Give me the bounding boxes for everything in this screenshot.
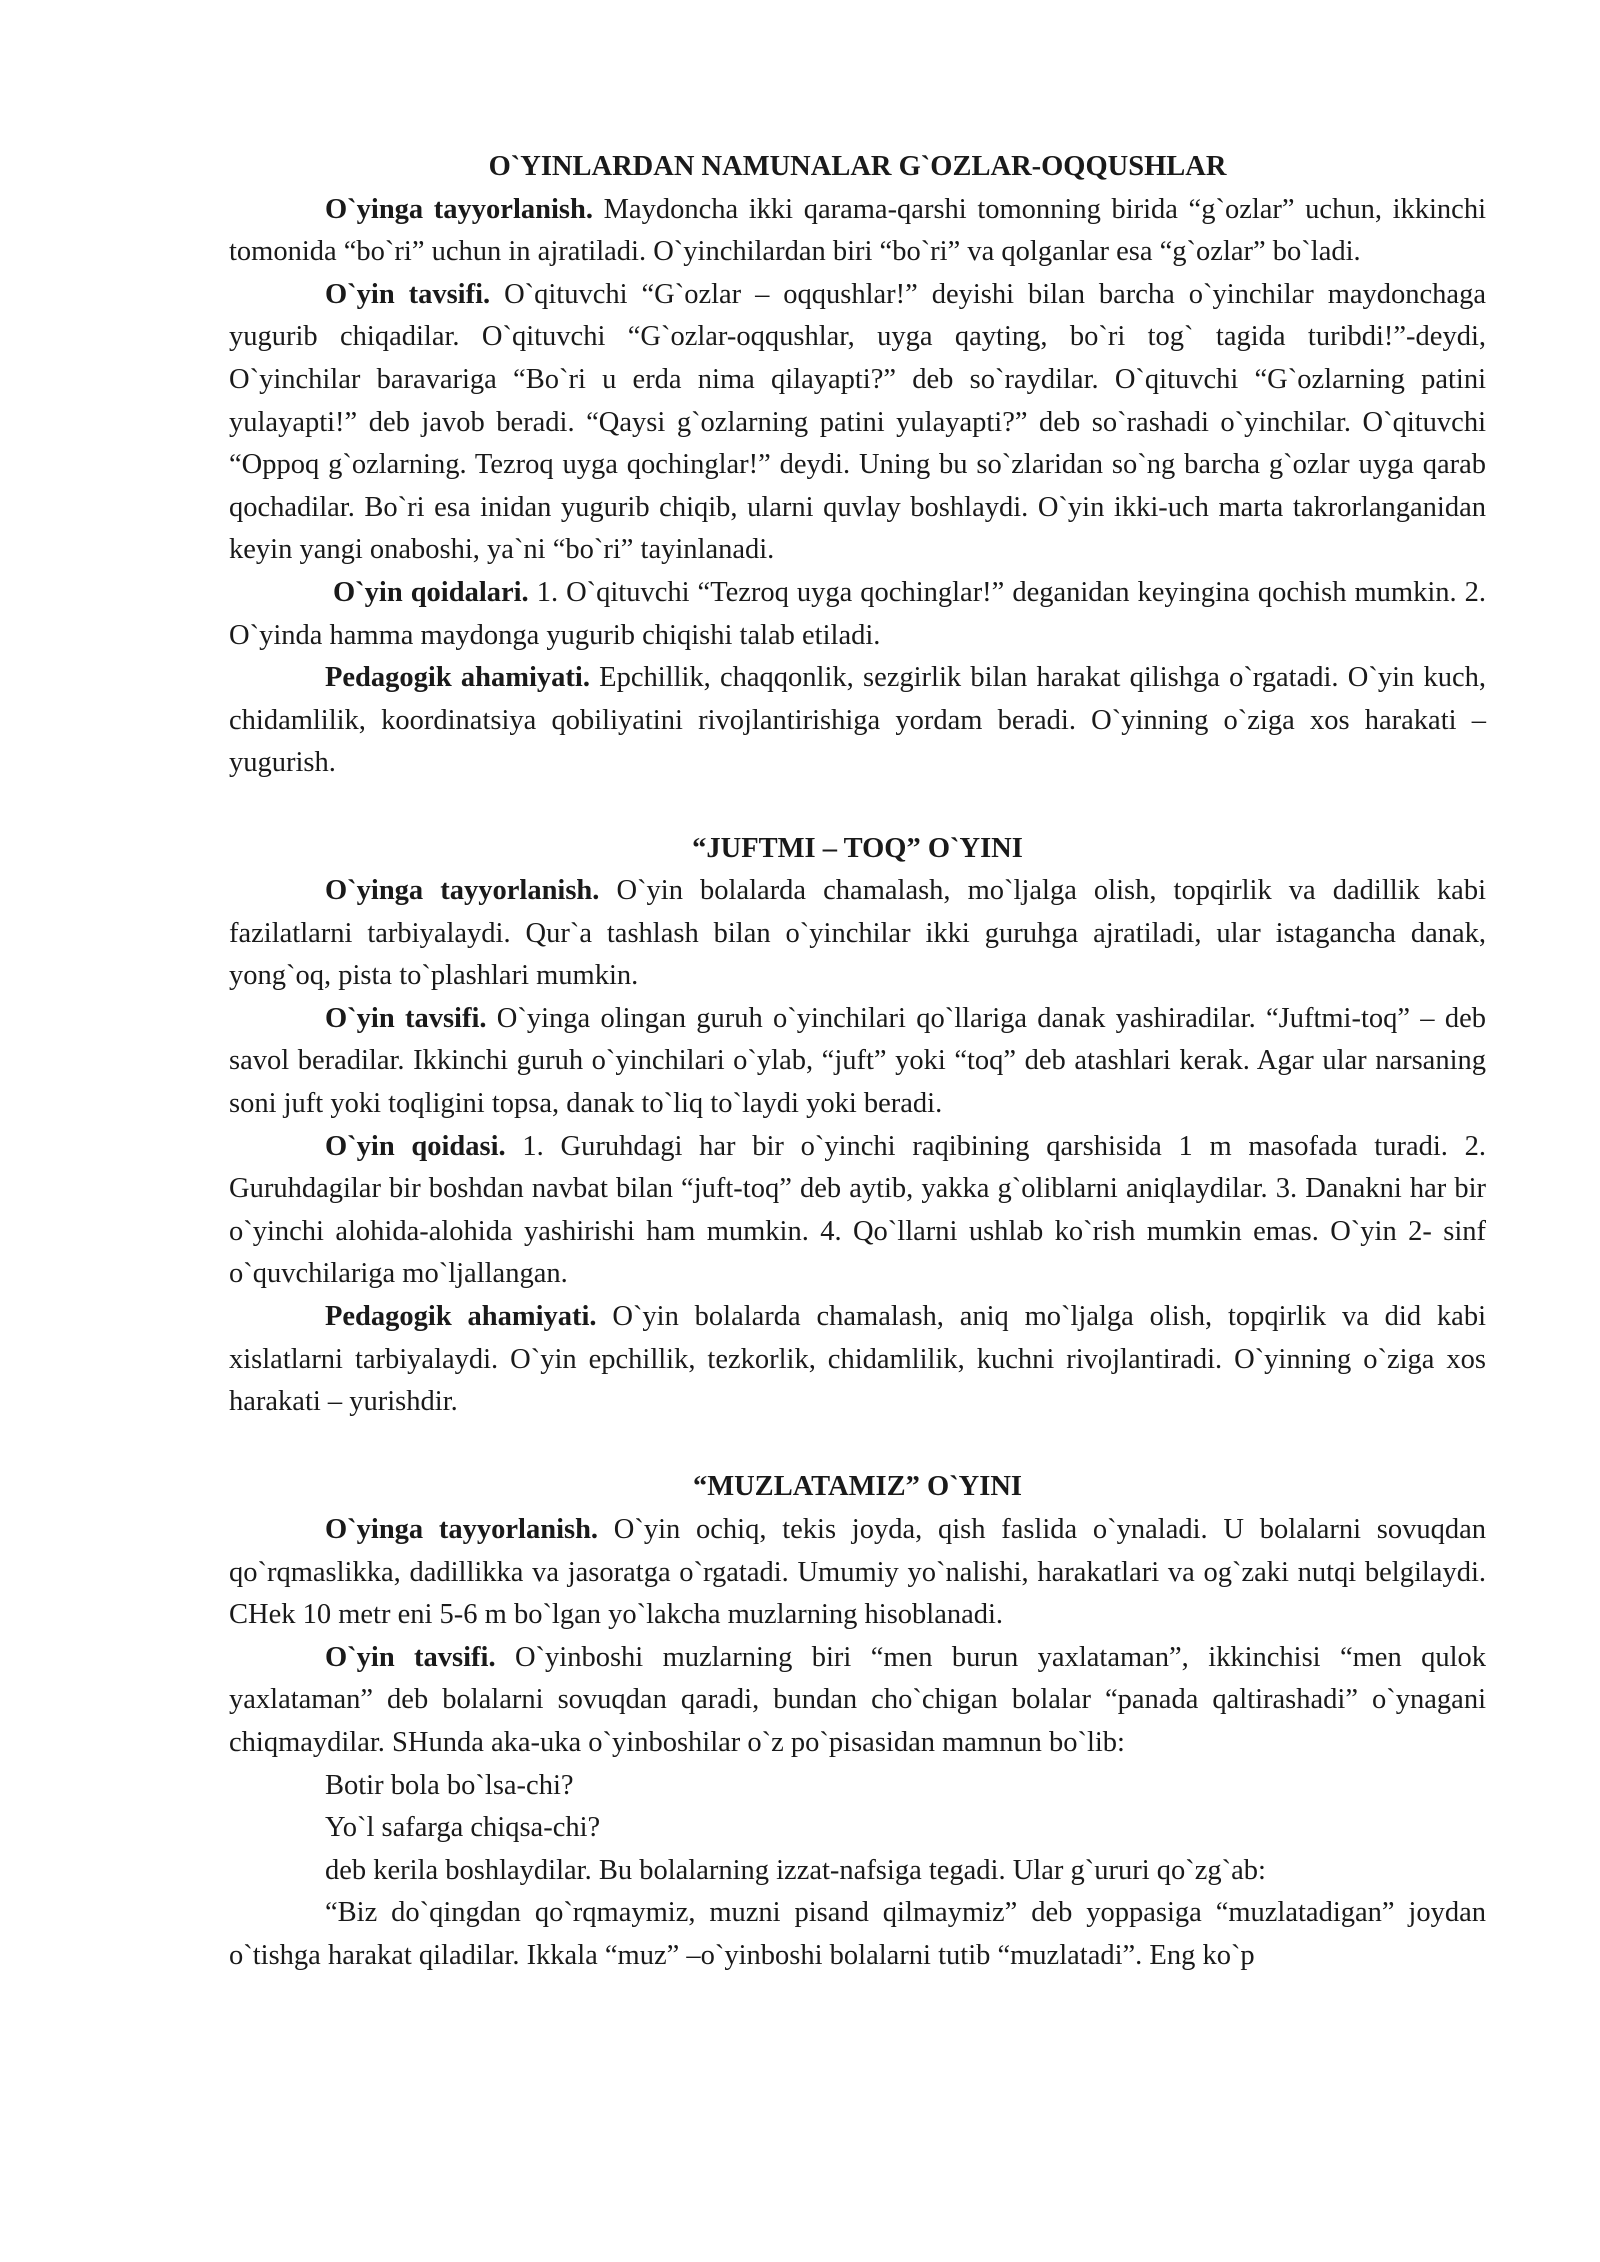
paragraph [229,870,1486,998]
paragraph-text: Maydoncha ikki qarama-qarshi tomonning birida “g`ozlar” uchun, ikkinchi tomonida “bo`ri” uchun in ajratiladi. O`yinchilardan biri “bo`ri” va qolganlar esa “g`ozlar” bo`ladi. [229,193,1486,268]
paragraph-text: O`yin ochiq, tekis joyda, qish faslida o`ynaladi. U bolalarni sovuqdan qo`rqmaslikka, dadillikka va jasoratga o`rgatadi. Umumiy yo`nalishi, harakatlari va og`zaki nutqi belgilaydi. CHek 10 metr eni 5-6 m bo`lgan yo`lakcha muzlarning hisoblanadi. [229,1514,1486,1631]
paragraph [229,998,1486,1126]
paragraph [229,572,1494,657]
paragraph-text: O`yinga olingan guruh o`yinchilari qo`llariga danak yashiradilar. “Juftmi-toq” – deb savol beradilar. Ikkinchi guruh o`yinchilari o`ylab, “juft” yoki “toq” deb atashlari kerak. Agar ular narsaning soni juft yoki toqligini topsa, danak to`liq to`laydi yoki beradi. [229,1002,1486,1120]
paragraph [229,657,1486,785]
text-line: deb kerila boshlaydilar. Bu bolalarning izzat-nafsiga tegadi. Ular g`ururi qo`zg`ab: [325,1854,1266,1886]
section-title: O`YINLARDAN NAMUNALAR G`OZLAR-OQQUSHLAR [488,151,1227,182]
paragraph [229,1126,1486,1296]
paragraph-label: O`yin tavsifi. [325,278,491,310]
paragraph-label: O`yinga tayyorlanish. [325,875,600,907]
paragraph-text: O`qituvchi “G`ozlar – oqqushlar!” deyishi bilan barcha o`yinchilar maydonchaga yugurib chiqadilar. O`qituvchi “G`ozlar-oqqushlar, uyga qayting, bo`ri tog` tagida turibdi!”-deydi, O`yinchilar baravariga “Bo`ri u erda nima qilayapti?” deb so`raydilar. O`qituvchi “G`ozlarning patini yulayapti!” deb javob beradi. “Qaysi g`ozlarning patini yulayapti?” deb so`rashadi o`yinchilar. O`qituvchi “Oppoq g`ozlarning. Tezroq uyga qochinglar!” deydi. Uning bu so`zlaridan so`ng barcha g`ozlar uyga qarab qochadilar. Bo`ri esa inidan yugurib chiqib, ularni quvlay boshlaydi. O`yin ikki-uch marta takrorlanganidan keyin yangi onaboshi, ya`ni “bo`ri” tayinlanadi. [229,278,1486,566]
paragraph-label: Pedagogik ahamiyati. [325,662,590,694]
paragraph [229,189,1486,274]
paragraph-label: O`yin qoidasi. [325,1130,506,1162]
paragraph-label: O`yinga tayyorlanish. [325,193,593,225]
paragraph-label: Pedagogik ahamiyati. [325,1301,597,1333]
paragraph-text: 1. O`qituvchi “Tezroq uyga qochinglar!” deganidan keyingina qochish mumkin. 2. O`yinda hamma maydonga yugurib chiqishi talab etiladi. [229,576,1494,651]
paragraph-label: O`yin tavsifi. [325,1002,487,1034]
section-title: “MUZLATAMIZ” O`YINI [692,1471,1023,1503]
paragraph [229,1509,1486,1637]
verse-line: Botir bola bo`lsa-chi? [325,1769,574,1801]
paragraph-text: O`yinboshi muzlarning biri “men burun yaxlataman”, ikkinchisi “men qulok yaxlataman” deb bolalarni sovuqdan qaradi, bundan cho`chigan bolalar “panada qaltirashadi” o`ynagani chiqmaydilar. SHunda aka-uka o`yinboshilar o`z po`pisasidan mamnun bo`lib: [229,1641,1486,1758]
verse-line: Yo`l safarga chiqsa-chi? [325,1812,601,1844]
section-spacer [229,1424,1486,1467]
paragraph-text: O`yin bolalarda chamalash, mo`ljalga olish, topqirlik va dadillik kabi fazilatlarni tarbiyalaydi. Qur`a tashlash bilan o`yinchilar ikki guruhga ajratiladi, ular istagancha danak, yong`oq, pista to`plashlari mumkin. [229,875,1486,992]
paragraph-label: O`yin tavsifi. [325,1641,496,1673]
paragraph [229,274,1486,572]
paragraph: “Biz do`qingdan qo`rqmaymiz, muzni pisand qilmaymiz” deb yoppasiga “muzlatadigan” joydan o`tishga harakat qiladilar. Ikkala “muz” –o`yinboshi bolalarni tutib “muzlatadi”. Eng ko`p [229,1897,1486,1971]
document-page [229,146,1494,1978]
paragraph-text: 1. Guruhdagi har bir o`yinchi raqibining qarshisida 1 m masofada turadi. 2. Guruhdagilar bir boshdan navbat bilan “juft-toq” deb aytib, yakka g`oliblarni aniqlaydilar. 3. Danakni har bir o`yinchi alohida-alohida yashirishi ham mumkin. 4. Qo`llarni ushlab ko`rish mumkin emas. O`yin 2- sinf o`quvchilariga mo`ljallangan. [229,1130,1487,1290]
paragraph [229,1296,1486,1424]
section-spacer [229,785,1486,828]
paragraph-text: O`yin bolalarda chamalash, aniq mo`ljalga olish, topqirlik va did kabi xislatlarni tarbiyalaydi. O`yin epchillik, tezkorlik, chidamlilik, kuchni rivojlantiradi. O`yinning o`ziga xos harakati – yurishdir. [229,1301,1486,1418]
paragraph-text: Epchillik, chaqqonlik, sezgirlik bilan harakat qilishga o`rgatadi. O`yin kuch, chidamlilik, koordinatsiya qobiliyatini rivojlantirishiga yordam beradi. O`yinning o`ziga xos harakati – yugurish. [229,662,1486,779]
section-title: “JUFTMI – TOQ” O`YINI [692,832,1023,864]
paragraph [229,1637,1486,1765]
paragraph-label: O`yinga tayyorlanish. [325,1514,599,1545]
paragraph-label: O`yin qoidalari. [325,576,529,608]
